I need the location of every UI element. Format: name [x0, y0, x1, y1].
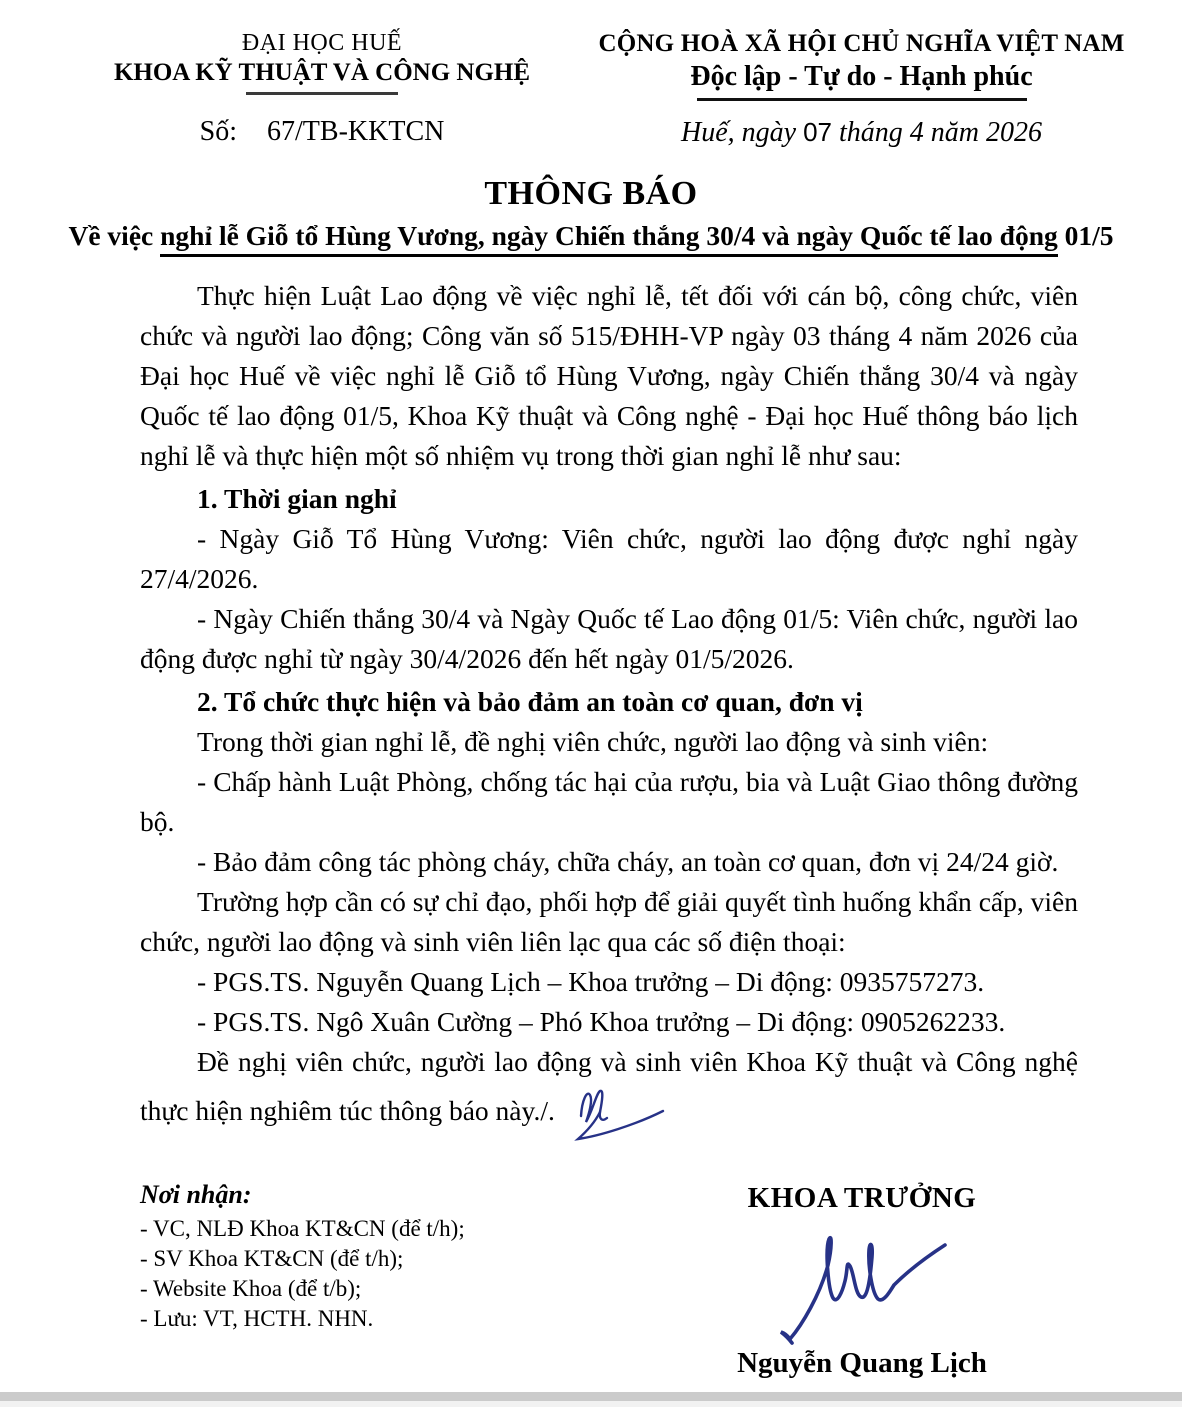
title-block: [0, 175, 1182, 252]
document-body: [140, 276, 1078, 1146]
section-2-heading: 2. Tổ chức thực hiện và bảo đảm an toàn cơ quan, đơn vị: [197, 686, 863, 717]
paragraph-during-holiday: Trong thời gian nghỉ lễ, đề nghị viên chức, người lao động và sinh viên:: [197, 726, 989, 757]
doc-number-label: Số:: [199, 116, 238, 147]
document-header: [0, 0, 1182, 149]
org-name: KHOA KỸ THUẬT VÀ CÔNG NGHỆ: [113, 59, 531, 86]
recipient-item: - VC, NLĐ Khoa KT&CN (để t/h);: [140, 1216, 465, 1241]
paragraph-fire-safety: - Bảo đảm công tác phòng cháy, chữa cháy, an toàn cơ quan, đơn vị 24/24 giờ.: [197, 846, 1059, 877]
date-suffix: tháng 4 năm 2026: [832, 117, 1042, 148]
page-below-edge: [0, 1401, 1182, 1407]
recipient-item: - Website Khoa (để t/b);: [140, 1276, 362, 1301]
doc-number-line: [112, 116, 532, 148]
national-title: CỘNG HOÀ XÃ HỘI CHỦ NGHĨA VIỆT NAM: [598, 30, 1125, 57]
paragraph-holiday-304-015: - Ngày Chiến thắng 30/4 và Ngày Quốc tế Lao động 01/5: Viên chức, người lao động được nghỉ từ ngày 30/4/2026 đến hết ngày 01/5/2026.: [140, 603, 1078, 674]
signer-title: KHOA TRƯỞNG: [747, 1182, 977, 1214]
document-subtitle: [0, 220, 1182, 252]
recipients-list: [140, 1214, 465, 1334]
date-line: [589, 117, 1134, 149]
date-prefix: Huế, ngày: [681, 117, 804, 148]
subtitle-underlined: nghỉ lễ Giỗ tổ Hùng Vương, ngày Chiến thắng 30/4 và ngày Quốc tế lao động: [160, 220, 1058, 257]
national-motto: Độc lập - Tự do - Hạnh phúc: [690, 61, 1033, 92]
doc-number-value: 67/TB-KKTCN: [267, 116, 445, 147]
signer-name: Nguyễn Quang Lịch: [737, 1347, 987, 1379]
subtitle-suffix: 01/5: [1057, 220, 1114, 251]
recipients-label: Nơi nhận:: [140, 1180, 252, 1209]
paragraph-contact-dean: - PGS.TS. Nguyễn Quang Lịch – Khoa trưởng – Di động: 0935757273.: [197, 966, 985, 997]
date-day: 07: [803, 117, 832, 147]
document-title: THÔNG BÁO: [484, 175, 698, 212]
motto-underline: [697, 98, 1027, 101]
issuing-org-block: [112, 30, 532, 149]
paragraph-law-compliance: - Chấp hành Luật Phòng, chống tác hại của rượu, bia và Luật Giao thông đường bộ.: [140, 766, 1078, 837]
org-parent: ĐẠI HỌC HUẾ: [241, 30, 403, 56]
paragraph-contact-vicedean: - PGS.TS. Ngô Xuân Cường – Phó Khoa trưởng – Di động: 0905262233.: [197, 1006, 1006, 1037]
org-underline: [246, 92, 398, 95]
recipient-item: - Lưu: VT, HCTH. NHN.: [140, 1306, 374, 1331]
initial-signature-mark: [569, 1082, 681, 1146]
paragraph-closing: [140, 1042, 1078, 1146]
paragraph-emergency-contact: Trường hợp cần có sự chỉ đạo, phối hợp để giải quyết tình huống khẩn cấp, viên chức, người lao động và sinh viên liên lạc qua các số điện thoại:: [140, 886, 1078, 957]
recipient-item: - SV Khoa KT&CN (để t/h);: [140, 1246, 404, 1271]
document-footer: [140, 1180, 1032, 1380]
signature-block: [692, 1182, 1032, 1380]
subtitle-prefix: Về việc: [68, 220, 161, 251]
national-header-block: [589, 30, 1134, 149]
paragraph-intro: Thực hiện Luật Lao động về việc nghỉ lễ, tết đối với cán bộ, công chức, viên chức và người lao động; Công văn số 515/ĐHH-VP ngày 03 tháng 4 năm 2026 của Đại học Huế về việc nghỉ lễ Giỗ tổ Hùng Vương, ngày Chiến thắng 30/4 và ngày Quốc tế lao động 01/5, Khoa Kỹ thuật và Công nghệ - Đại học Huế thông báo lịch nghỉ lễ và thực hiện một số nhiệm vụ trong thời gian nghỉ lễ như sau:: [140, 280, 1078, 471]
paragraph-holiday-hungvuong: - Ngày Giỗ Tổ Hùng Vương: Viên chức, người lao động được nghỉ ngày 27/4/2026.: [140, 523, 1078, 594]
section-1-heading: 1. Thời gian nghỉ: [197, 483, 397, 514]
closing-text: Đề nghị viên chức, người lao động và sinh viên Khoa Kỹ thuật và Công nghệ thực hiện nghiêm túc thông báo này./.: [140, 1046, 1078, 1126]
recipients-block: [140, 1180, 465, 1334]
page-bottom-edge: [0, 1392, 1182, 1401]
director-signature: [762, 1223, 962, 1345]
